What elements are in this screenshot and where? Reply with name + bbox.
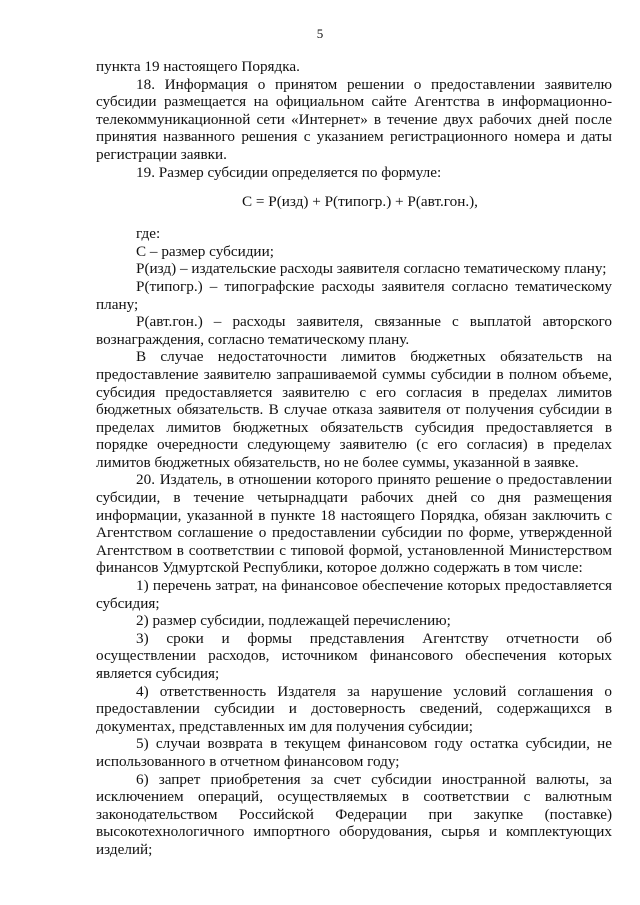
definition-c: С – размер субсидии; <box>136 242 274 260</box>
paragraph-20: 20. Издатель, в отношении которого принято решение о предоставлении субсидии, в течение четырнадцати рабочих дней со дня размещения информации, указанной в пункте 18 настоящего Порядка, обязан заключить с Агентством соглашение о предоставлении субсидии по форме, утвержденной Агентством в соответствии с типовой формой, установленной Министерством финансов Удмуртской Республики, которое должно содержать в том числе: <box>96 471 612 577</box>
paragraph-insufficient-limits: В случае недостаточности лимитов бюджетных обязательств на предоставление заявителю запрашиваемой суммы субсидии в полном объеме, субсидия предоставляется заявителю с его согласия в пределах лимитов бюджетных обязательств. В случае отказа заявителя от получения субсидии в пределах лимитов бюджетных обязательств субсидия предоставляется в порядке очередности следующему заявителю (с его согласия) в пределах лимитов бюджетных обязательств, но не более суммы, указанной в заявке. <box>96 348 612 471</box>
list-item-3: 3) сроки и формы представления Агентству отчетности об осуществлении расходов, источником финансового обеспечения которых является субсидия; <box>96 629 612 682</box>
definition-p-izd: Р(изд) – издательские расходы заявителя согласно тематическому плану; <box>136 260 607 278</box>
where-label: где: <box>136 225 161 243</box>
definition-p-avt-gon: Р(авт.гон.) – расходы заявителя, связанные с выплатой авторского вознаграждения, согласно тематическому плану. <box>96 313 612 348</box>
list-item-4: 4) ответственность Издателя за нарушение условий соглашения о предоставлении субсидии и достоверность сведений, содержащихся в документах, представленных им для получения субсидии; <box>96 682 612 735</box>
paragraph-continuation: пункта 19 настоящего Порядка. <box>96 58 300 75</box>
list-item-2: 2) размер субсидии, подлежащей перечислению; <box>136 612 451 630</box>
page-number: 5 <box>316 26 324 41</box>
subsidy-formula: C = P(изд) + P(типогр.) + P(авт.гон.), <box>242 193 478 211</box>
list-item-1: 1) перечень затрат, на финансовое обеспечение которых предоставляется субсидия; <box>96 577 612 612</box>
document-body <box>96 58 612 859</box>
paragraph-18: 18. Информация о принятом решении о предоставлении заявителю субсидии размещается на официальном сайте Агентства в информационно-телекоммуникационной сети «Интернет» в течение двух рабочих дней после принятия названного решения с указанием регистрационного номера и даты регистрации заявки. <box>96 75 612 163</box>
list-item-5: 5) случаи возврата в текущем финансовом году остатка субсидии, не использованного в отчетном финансовом году; <box>96 735 612 770</box>
list-item-6: 6) запрет приобретения за счет субсидии иностранной валюты, за исключением операций, осуществляемых в соответствии с валютным законодательством Российской Федерации при закупке (поставке) высокотехнологичного импортного оборудования, сырья и комплектующих изделий; <box>96 770 612 858</box>
paragraph-19: 19. Размер субсидии определяется по формуле: <box>136 163 442 181</box>
definition-p-tipogr: Р(типогр.) – типографские расходы заявителя согласно тематическому плану; <box>96 277 612 313</box>
